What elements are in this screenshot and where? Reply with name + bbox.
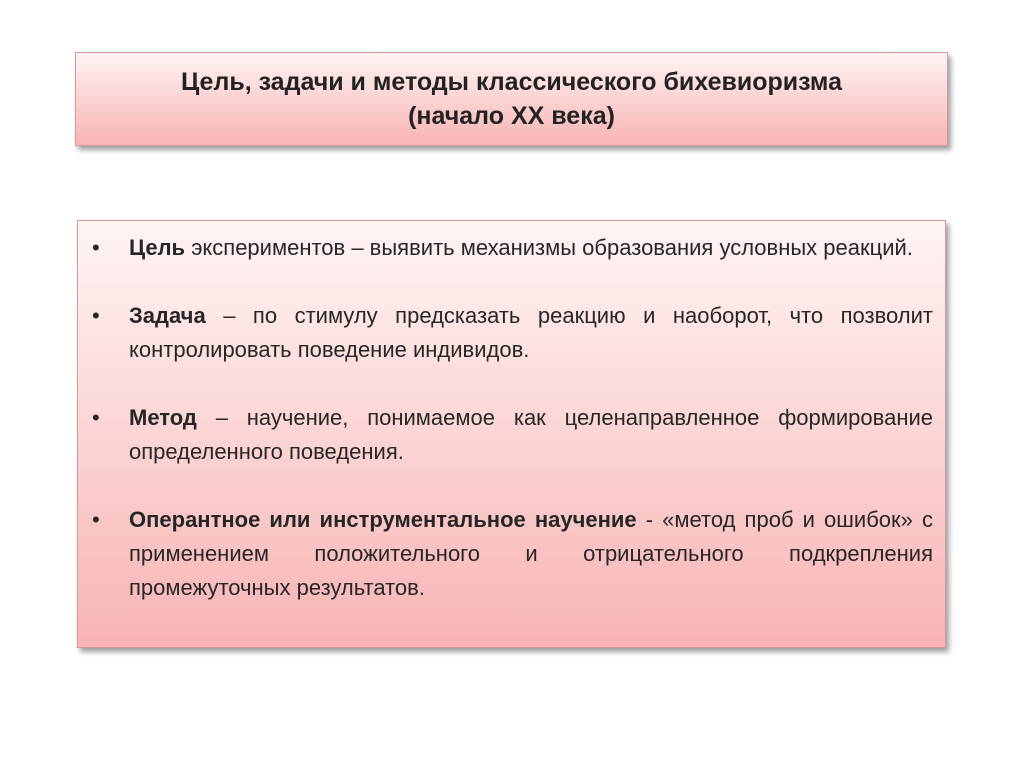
- bullet-icon: •: [92, 235, 100, 260]
- bullet-item-operant-learning: [92, 503, 933, 605]
- title-line-2: (начало XX века): [408, 102, 615, 130]
- bullet-text: - «метод проб и ошибок» с применением положительного и отрицательного подкрепления промежуточных результатов.: [129, 507, 933, 600]
- bullet-item-method: [92, 401, 933, 469]
- bullet-icon: •: [92, 303, 100, 328]
- bullet-term: Метод: [129, 405, 197, 430]
- bullet-term: Оперантное или инструментальное научение: [129, 507, 637, 532]
- bullet-term: Задача: [129, 303, 206, 328]
- bullet-icon: •: [92, 507, 100, 532]
- bullet-text: – по стимулу предсказать реакцию и наоборот, что позволит контролировать поведение индивидов.: [129, 303, 933, 362]
- title-line-1: Цель, задачи и методы классического бихевиоризма: [180, 68, 843, 96]
- bullet-item-task: [92, 299, 933, 367]
- bullet-term: Цель: [129, 235, 186, 260]
- bullet-item-goal: [92, 231, 933, 265]
- bullet-text: экспериментов – выявить механизмы образования условных реакций.: [185, 235, 913, 260]
- content-box: [77, 220, 946, 648]
- bullet-icon: •: [92, 405, 100, 430]
- bullet-text: – научение, понимаемое как целенаправленное формирование определенного поведения.: [129, 405, 933, 464]
- bullet-list: [92, 231, 933, 605]
- title-box: [75, 52, 948, 146]
